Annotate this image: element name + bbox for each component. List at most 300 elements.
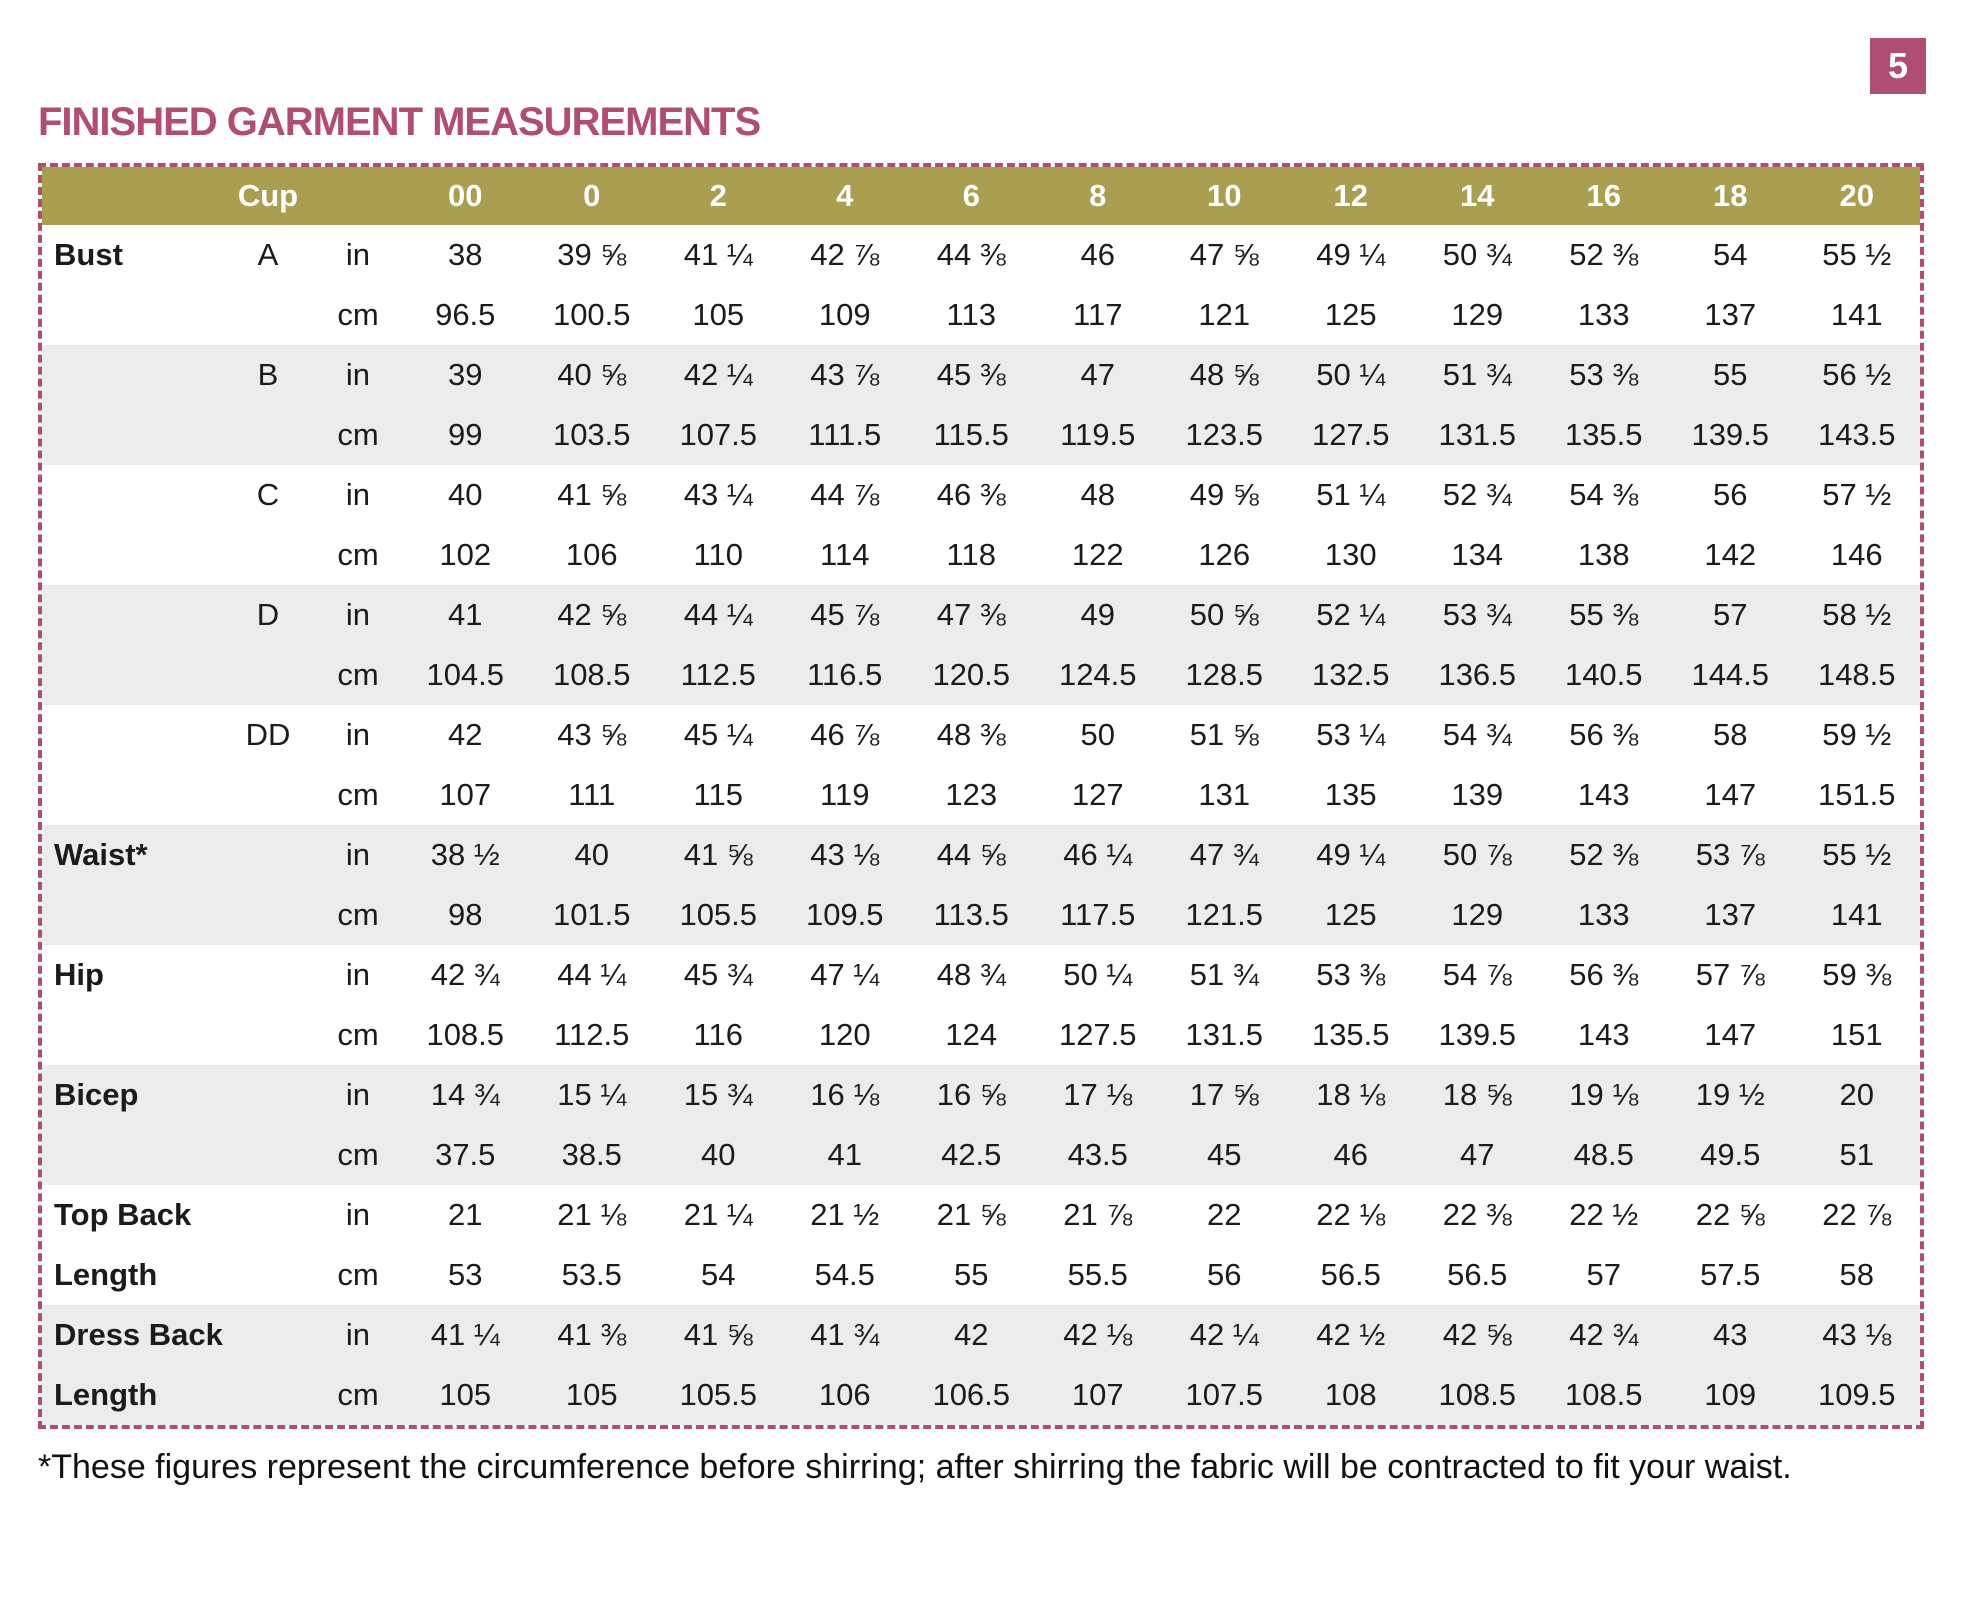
measurement-value: 131.5 xyxy=(1438,417,1517,452)
row-label: Top Back xyxy=(54,1197,192,1232)
unit-label: in xyxy=(345,597,371,632)
measurement-value: 58 xyxy=(1839,1257,1874,1292)
measurement-value: 114 xyxy=(820,537,870,572)
unit-label: cm xyxy=(337,1017,379,1052)
measurement-value: 55 ½ xyxy=(1822,237,1892,272)
row-label: Length xyxy=(54,1257,158,1292)
measurement-value: 41 ⅝ xyxy=(557,477,627,512)
measurement-value: 141 xyxy=(1830,297,1883,332)
measurement-value: 22 ½ xyxy=(1569,1197,1639,1232)
measurement-value: 21 ⅞ xyxy=(1063,1197,1133,1232)
measurement-value: 50 ¼ xyxy=(1063,957,1133,992)
measurement-value: 120 xyxy=(818,1017,871,1052)
measurement-value: 142 xyxy=(1704,537,1757,572)
measurement-value: 53 ⅜ xyxy=(1569,357,1639,392)
measurement-value: 56 xyxy=(1207,1257,1242,1292)
measurement-value: 139.5 xyxy=(1691,417,1770,452)
measurement-value: 59 ½ xyxy=(1822,717,1892,752)
measurement-value: 42 ⅞ xyxy=(810,237,880,272)
measurement-value: 22 ⅜ xyxy=(1442,1197,1512,1232)
measurement-value: 54 ⅜ xyxy=(1569,477,1639,512)
measurement-value: 44 ⅜ xyxy=(936,237,1006,272)
row-label: Dress Back xyxy=(54,1317,223,1352)
unit-label: in xyxy=(345,717,371,752)
measurement-value: 135 xyxy=(1324,777,1377,812)
row-label: Hip xyxy=(54,957,104,992)
measurement-value: 118 xyxy=(946,537,996,572)
table-row xyxy=(42,585,1920,645)
unit-label: in xyxy=(345,357,371,392)
measurement-value: 139.5 xyxy=(1438,1017,1517,1052)
measurement-value: 43 ¼ xyxy=(683,477,753,512)
measurement-value: 129 xyxy=(1451,897,1504,932)
measurement-value: 55 xyxy=(954,1257,989,1292)
measurement-value: 128.5 xyxy=(1185,657,1264,692)
measurement-value: 14 ¾ xyxy=(430,1077,500,1112)
measurement-value: 122 xyxy=(1071,537,1124,572)
measurement-value: 41 ⅜ xyxy=(557,1317,627,1352)
measurement-value: 46 ⅞ xyxy=(810,717,880,752)
measurement-value: 19 ½ xyxy=(1695,1077,1765,1112)
unit-label: in xyxy=(345,477,371,512)
measurement-value: 107 xyxy=(439,777,492,812)
measurement-value: 41 ⅝ xyxy=(683,837,753,872)
measurement-value: 42 ⅛ xyxy=(1063,1317,1133,1352)
page-number-badge xyxy=(1870,38,1926,94)
unit-label: cm xyxy=(337,657,379,692)
measurement-value: 58 xyxy=(1713,717,1748,752)
measurement-value: 107 xyxy=(1071,1377,1124,1412)
measurement-value: 123 xyxy=(945,777,998,812)
measurement-value: 52 ¼ xyxy=(1316,597,1386,632)
measurement-value: 48 xyxy=(1080,477,1115,512)
measurement-value: 54.5 xyxy=(814,1257,875,1292)
table-row xyxy=(42,825,1920,885)
measurement-value: 143.5 xyxy=(1817,417,1896,452)
unit-label: in xyxy=(345,837,371,872)
measurement-value: 127.5 xyxy=(1311,417,1390,452)
measurement-value: 18 ⅛ xyxy=(1316,1077,1386,1112)
measurement-value: 40 xyxy=(701,1137,736,1172)
measurement-value: 22 ⅞ xyxy=(1822,1197,1892,1232)
measurement-value: 18 ⅝ xyxy=(1442,1077,1512,1112)
measurement-value: 16 ⅛ xyxy=(810,1077,880,1112)
measurement-value: 133 xyxy=(1577,297,1630,332)
measurement-value: 47 ¼ xyxy=(810,957,880,992)
table-header-row xyxy=(42,167,1920,225)
measurement-value: 96.5 xyxy=(435,297,496,332)
unit-label: cm xyxy=(337,537,379,572)
measurement-value: 50 ⅝ xyxy=(1189,597,1259,632)
measurement-value: 131.5 xyxy=(1185,1017,1264,1052)
measurement-value: 41 ¼ xyxy=(430,1317,500,1352)
cup-column-header: Cup xyxy=(237,178,299,213)
measurement-value: 42 ½ xyxy=(1316,1317,1386,1352)
measurement-value: 21 ⅛ xyxy=(557,1197,627,1232)
measurement-value: 56 ⅜ xyxy=(1569,717,1639,752)
measurement-value: 48 ⅜ xyxy=(936,717,1006,752)
measurement-value: 127.5 xyxy=(1058,1017,1137,1052)
measurements-table xyxy=(38,163,1924,1429)
measurement-value: 115 xyxy=(693,777,743,812)
measurement-value: 119 xyxy=(820,777,870,812)
measurement-value: 43 xyxy=(1713,1317,1748,1352)
measurement-value: 20 xyxy=(1839,1077,1874,1112)
measurement-value: 49.5 xyxy=(1700,1137,1761,1172)
measurement-value: 147 xyxy=(1704,1017,1757,1052)
measurement-value: 105 xyxy=(692,297,745,332)
measurement-value: 129 xyxy=(1451,297,1504,332)
measurement-value: 137 xyxy=(1704,297,1757,332)
measurement-value: 43 ⅞ xyxy=(810,357,880,392)
measurement-value: 106.5 xyxy=(932,1377,1011,1412)
measurement-value: 44 ⅞ xyxy=(810,477,880,512)
measurement-value: 46 ⅜ xyxy=(936,477,1006,512)
measurement-value: 46 xyxy=(1080,237,1115,272)
measurement-value: 107.5 xyxy=(1185,1377,1264,1412)
measurement-value: 17 ⅛ xyxy=(1063,1077,1133,1112)
measurement-value: 49 ¼ xyxy=(1316,237,1386,272)
measurement-value: 107.5 xyxy=(679,417,758,452)
measurement-value: 50 ¼ xyxy=(1316,357,1386,392)
measurement-value: 116 xyxy=(693,1017,743,1052)
measurement-value: 55 ⅜ xyxy=(1569,597,1639,632)
measurement-value: 121.5 xyxy=(1185,897,1264,932)
measurement-value: 41 xyxy=(827,1137,862,1172)
measurement-value: 55 ½ xyxy=(1822,837,1892,872)
measurement-value: 44 ¼ xyxy=(683,597,753,632)
cup-letter: DD xyxy=(245,717,291,752)
measurement-value: 53 ⅞ xyxy=(1695,837,1765,872)
measurement-value: 106 xyxy=(565,537,618,572)
measurement-value: 117.5 xyxy=(1060,897,1136,932)
measurement-value: 45 xyxy=(1207,1137,1242,1172)
measurement-value: 42 ⅝ xyxy=(1442,1317,1512,1352)
measurement-value: 15 ¼ xyxy=(557,1077,627,1112)
measurement-value: 108.5 xyxy=(552,657,631,692)
size-column-header: 12 xyxy=(1333,178,1368,213)
table-row xyxy=(42,345,1920,405)
measurement-value: 50 ⅞ xyxy=(1442,837,1512,872)
page-title: FINISHED GARMENT MEASUREMENTS xyxy=(38,100,761,144)
size-column-header: 14 xyxy=(1460,178,1495,213)
measurement-value: 54 ⅞ xyxy=(1442,957,1512,992)
measurement-value: 109 xyxy=(818,297,871,332)
measurement-value: 121 xyxy=(1198,297,1251,332)
measurement-value: 56.5 xyxy=(1320,1257,1381,1292)
measurement-value: 53 ⅜ xyxy=(1316,957,1386,992)
measurement-value: 21 ½ xyxy=(810,1197,880,1232)
measurement-value: 113 xyxy=(946,297,996,332)
measurement-value: 42 ⅝ xyxy=(557,597,627,632)
measurement-value: 125 xyxy=(1324,897,1377,932)
measurement-value: 147 xyxy=(1704,777,1757,812)
measurement-value: 151.5 xyxy=(1817,777,1896,812)
table-row xyxy=(42,1065,1920,1125)
row-label: Bust xyxy=(54,237,123,272)
unit-label: cm xyxy=(337,1257,379,1292)
measurement-value: 47 ¾ xyxy=(1189,837,1259,872)
measurement-value: 41 ⅝ xyxy=(683,1317,753,1352)
measurement-value: 51 ⅝ xyxy=(1189,717,1259,752)
measurement-value: 137 xyxy=(1704,897,1757,932)
measurement-value: 127 xyxy=(1071,777,1124,812)
measurement-value: 108.5 xyxy=(1564,1377,1643,1412)
measurement-value: 49 ⅝ xyxy=(1189,477,1259,512)
measurement-value: 43 ⅛ xyxy=(1822,1317,1892,1352)
table-row xyxy=(42,885,1920,945)
measurement-value: 104.5 xyxy=(426,657,505,692)
measurement-value: 99 xyxy=(448,417,483,452)
measurement-value: 117 xyxy=(1073,297,1123,332)
measurement-value: 59 ⅜ xyxy=(1822,957,1892,992)
cup-letter: D xyxy=(256,597,280,632)
measurement-value: 46 xyxy=(1333,1137,1368,1172)
measurement-value: 47 ⅜ xyxy=(936,597,1006,632)
measurement-value: 49 xyxy=(1080,597,1115,632)
table-row xyxy=(42,465,1920,525)
measurement-value: 105.5 xyxy=(679,897,758,932)
measurement-value: 41 xyxy=(448,597,483,632)
measurement-value: 39 xyxy=(448,357,483,392)
measurement-value: 131 xyxy=(1198,777,1251,812)
table-row xyxy=(42,405,1920,465)
measurement-value: 102 xyxy=(439,537,492,572)
measurement-value: 124.5 xyxy=(1058,657,1137,692)
table-row xyxy=(42,1365,1920,1425)
unit-label: cm xyxy=(337,417,379,452)
measurement-value: 44 ⅝ xyxy=(936,837,1006,872)
table-row xyxy=(42,765,1920,825)
measurement-value: 15 ¾ xyxy=(683,1077,753,1112)
size-column-header: 4 xyxy=(836,178,854,213)
measurement-value: 108.5 xyxy=(426,1017,505,1052)
measurement-value: 53 ¼ xyxy=(1316,717,1386,752)
table-row xyxy=(42,1005,1920,1065)
measurement-value: 56 xyxy=(1713,477,1748,512)
measurement-value: 133 xyxy=(1577,897,1630,932)
measurement-value: 109 xyxy=(1704,1377,1757,1412)
measurement-value: 105 xyxy=(439,1377,492,1412)
size-column-header: 16 xyxy=(1586,178,1621,213)
measurement-value: 109.5 xyxy=(805,897,884,932)
measurement-value: 140.5 xyxy=(1564,657,1643,692)
size-column-header: 6 xyxy=(962,178,980,213)
measurement-value: 47 ⅝ xyxy=(1189,237,1259,272)
unit-label: cm xyxy=(337,1377,379,1412)
size-column-header: 10 xyxy=(1207,178,1242,213)
row-label: Waist* xyxy=(54,837,148,872)
size-column-header: 20 xyxy=(1839,178,1874,213)
measurement-value: 100.5 xyxy=(552,297,631,332)
measurement-value: 108.5 xyxy=(1438,1377,1517,1412)
row-label: Bicep xyxy=(54,1077,139,1112)
measurement-value: 53 xyxy=(448,1257,483,1292)
measurement-value: 39 ⅝ xyxy=(557,237,627,272)
unit-label: in xyxy=(345,1317,371,1352)
measurement-value: 141 xyxy=(1830,897,1883,932)
measurement-value: 124 xyxy=(945,1017,998,1052)
measurement-value: 41 ¾ xyxy=(810,1317,880,1352)
measurement-value: 45 ⅞ xyxy=(810,597,880,632)
measurement-value: 151 xyxy=(1830,1017,1883,1052)
measurement-value: 16 ⅝ xyxy=(936,1077,1006,1112)
cup-letter: A xyxy=(257,237,279,272)
measurement-value: 42 xyxy=(448,717,483,752)
footnote: *These figures represent the circumference before shirring; after shirring the fabric will be contracted to fit your waist. xyxy=(38,1448,1792,1486)
measurement-value: 43 ⅛ xyxy=(810,837,880,872)
measurement-value: 110 xyxy=(693,537,743,572)
measurement-value: 135.5 xyxy=(1311,1017,1390,1052)
measurement-value: 52 ¾ xyxy=(1442,477,1512,512)
measurement-value: 44 ¼ xyxy=(557,957,627,992)
measurement-value: 148.5 xyxy=(1817,657,1896,692)
measurement-value: 139 xyxy=(1451,777,1504,812)
measurement-value: 47 xyxy=(1460,1137,1495,1172)
cup-letter: C xyxy=(256,477,280,512)
measurement-value: 136.5 xyxy=(1438,657,1517,692)
measurement-value: 42 ¼ xyxy=(683,357,753,392)
measurement-value: 42 ¼ xyxy=(1189,1317,1259,1352)
unit-label: in xyxy=(345,957,371,992)
size-column-header: 00 xyxy=(448,178,483,213)
table-row xyxy=(42,225,1920,285)
table-row xyxy=(42,1245,1920,1305)
measurement-value: 57 ⅞ xyxy=(1695,957,1765,992)
measurement-value: 123.5 xyxy=(1185,417,1264,452)
measurement-value: 111.5 xyxy=(808,417,882,452)
measurement-value: 126 xyxy=(1198,537,1251,572)
measurement-value: 57.5 xyxy=(1700,1257,1761,1292)
measurement-value: 53 ¾ xyxy=(1442,597,1512,632)
measurement-value: 51 xyxy=(1839,1137,1874,1172)
measurement-value: 42.5 xyxy=(941,1137,1002,1172)
table-body xyxy=(42,225,1920,1425)
measurement-value: 144.5 xyxy=(1691,657,1770,692)
measurement-value: 143 xyxy=(1577,1017,1630,1052)
measurement-value: 57 xyxy=(1586,1257,1621,1292)
measurement-value: 56.5 xyxy=(1447,1257,1508,1292)
unit-label: in xyxy=(345,237,371,272)
measurement-value: 51 ¾ xyxy=(1442,357,1512,392)
measurement-value: 43 ⅝ xyxy=(557,717,627,752)
table-row xyxy=(42,525,1920,585)
measurement-value: 40 xyxy=(448,477,483,512)
measurement-value: 116.5 xyxy=(807,657,883,692)
measurement-value: 115.5 xyxy=(933,417,1009,452)
measurement-value: 135.5 xyxy=(1564,417,1643,452)
measurement-value: 54 xyxy=(701,1257,736,1292)
size-column-header: 2 xyxy=(709,178,727,213)
measurement-value: 17 ⅝ xyxy=(1189,1077,1259,1112)
size-column-header: 18 xyxy=(1713,178,1748,213)
measurement-value: 40 ⅝ xyxy=(557,357,627,392)
measurement-value: 21 ⅝ xyxy=(936,1197,1006,1232)
table-row xyxy=(42,1305,1920,1365)
size-column-header: 8 xyxy=(1089,178,1107,213)
page-number: 5 xyxy=(1887,45,1909,86)
measurement-value: 109.5 xyxy=(1817,1377,1896,1412)
measurement-value: 52 ⅜ xyxy=(1569,237,1639,272)
measurement-value: 58 ½ xyxy=(1822,597,1892,632)
measurement-value: 146 xyxy=(1830,537,1883,572)
measurement-value: 55.5 xyxy=(1067,1257,1128,1292)
measurement-value: 21 ¼ xyxy=(683,1197,753,1232)
table-row xyxy=(42,645,1920,705)
measurement-value: 53.5 xyxy=(561,1257,622,1292)
measurement-value: 125 xyxy=(1324,297,1377,332)
measurement-value: 48 ⅝ xyxy=(1189,357,1259,392)
measurement-value: 48.5 xyxy=(1573,1137,1634,1172)
measurement-value: 50 ¾ xyxy=(1442,237,1512,272)
measurement-value: 119.5 xyxy=(1060,417,1136,452)
measurement-value: 22 xyxy=(1207,1197,1242,1232)
unit-label: cm xyxy=(337,1137,379,1172)
measurement-value: 22 ⅛ xyxy=(1316,1197,1386,1232)
measurement-value: 50 xyxy=(1080,717,1115,752)
measurement-value: 22 ⅝ xyxy=(1695,1197,1765,1232)
size-column-header: 0 xyxy=(583,178,601,213)
measurement-value: 52 ⅜ xyxy=(1569,837,1639,872)
table-row xyxy=(42,1125,1920,1185)
row-label: Length xyxy=(54,1377,158,1412)
measurement-value: 51 ¾ xyxy=(1189,957,1259,992)
measurement-value: 54 xyxy=(1713,237,1748,272)
measurement-value: 120.5 xyxy=(932,657,1011,692)
unit-label: cm xyxy=(337,777,379,812)
measurement-value: 42 xyxy=(954,1317,989,1352)
measurement-value: 57 xyxy=(1713,597,1748,632)
unit-label: in xyxy=(345,1077,371,1112)
measurement-value: 49 ¼ xyxy=(1316,837,1386,872)
measurement-value: 56 ⅜ xyxy=(1569,957,1639,992)
measurement-value: 56 ½ xyxy=(1822,357,1892,392)
measurement-value: 45 ¼ xyxy=(683,717,753,752)
measurement-value: 105.5 xyxy=(679,1377,758,1412)
measurement-value: 38.5 xyxy=(561,1137,622,1172)
measurement-value: 45 ¾ xyxy=(683,957,753,992)
measurement-value: 42 ¾ xyxy=(430,957,500,992)
unit-label: in xyxy=(345,1197,371,1232)
table-row xyxy=(42,945,1920,1005)
measurement-value: 38 ½ xyxy=(430,837,500,872)
measurement-value: 105 xyxy=(565,1377,618,1412)
measurement-value: 138 xyxy=(1577,537,1630,572)
measurement-value: 40 xyxy=(574,837,609,872)
measurement-value: 38 xyxy=(448,237,483,272)
measurement-value: 55 xyxy=(1713,357,1748,392)
measurement-value: 41 ¼ xyxy=(683,237,753,272)
measurement-value: 134 xyxy=(1451,537,1504,572)
measurement-value: 101.5 xyxy=(552,897,631,932)
measurement-value: 54 ¾ xyxy=(1442,717,1512,752)
measurement-value: 37.5 xyxy=(435,1137,496,1172)
table-row xyxy=(42,705,1920,765)
measurement-value: 113.5 xyxy=(933,897,1009,932)
measurement-value: 42 ¾ xyxy=(1569,1317,1639,1352)
unit-label: cm xyxy=(337,297,379,332)
measurement-value: 47 xyxy=(1080,357,1115,392)
measurement-value: 143 xyxy=(1577,777,1630,812)
measurement-value: 19 ⅛ xyxy=(1569,1077,1639,1112)
unit-label: cm xyxy=(337,897,379,932)
table-row xyxy=(42,1185,1920,1245)
measurement-value: 43.5 xyxy=(1067,1137,1128,1172)
measurement-value: 98 xyxy=(448,897,483,932)
measurement-value: 51 ¼ xyxy=(1316,477,1386,512)
measurement-value: 132.5 xyxy=(1311,657,1390,692)
measurement-value: 130 xyxy=(1324,537,1377,572)
